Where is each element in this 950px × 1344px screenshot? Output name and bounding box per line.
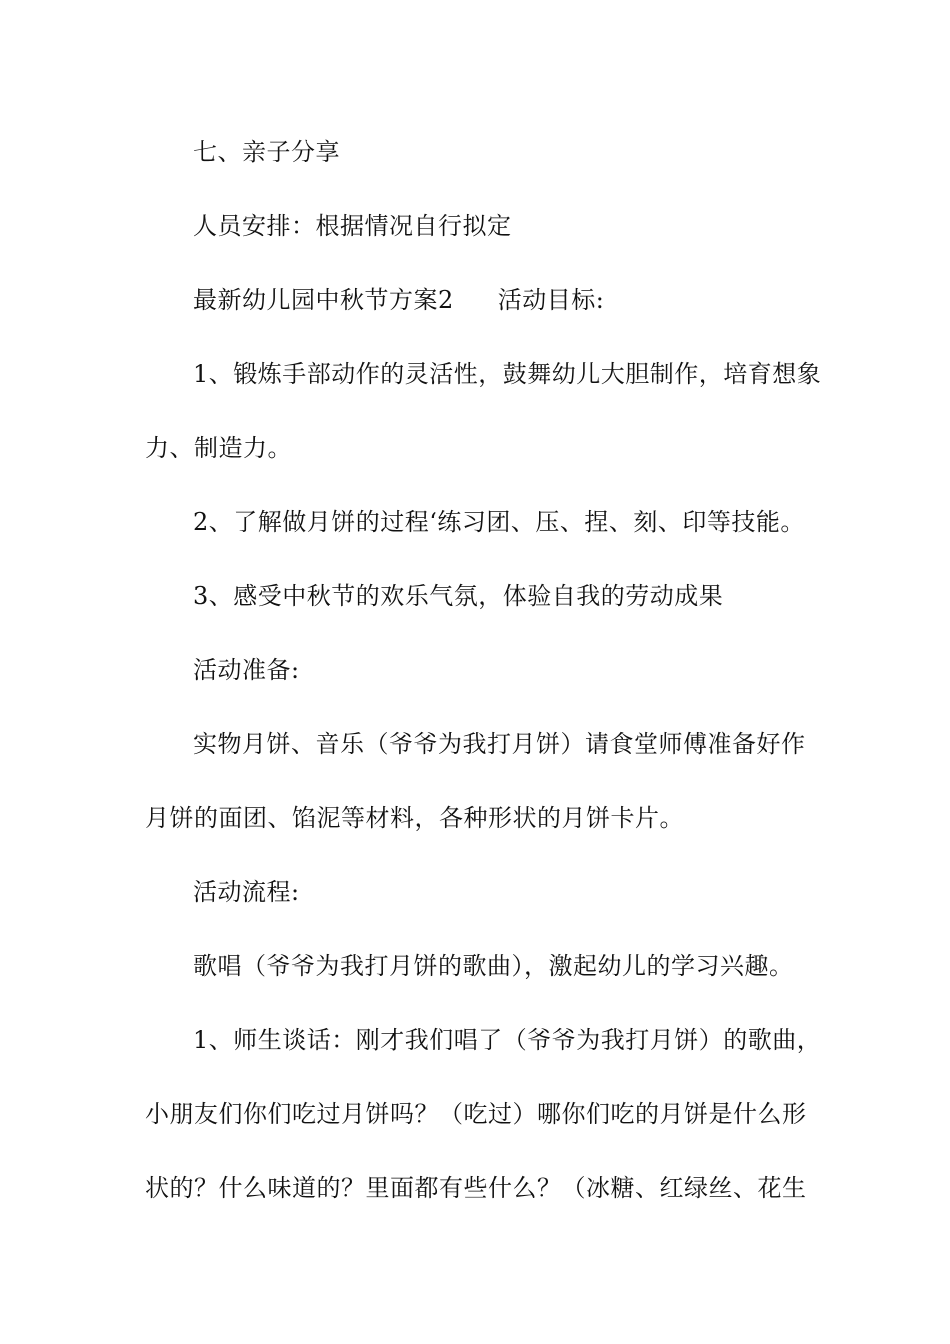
process-talk-line-3: 状的？什么味道的？里面都有些什么？（冰糖、红绿丝、花生 bbox=[145, 1174, 807, 1202]
goal-3: 3、感受中秋节的欢乐气氛，体验自我的劳动成果 bbox=[193, 582, 724, 610]
section-heading-parent-sharing: 七、亲子分享 bbox=[193, 138, 340, 166]
goal-1-line-2: 力、制造力。 bbox=[145, 434, 292, 462]
preparation-line-1: 实物月饼、音乐（爷爷为我打月饼）请食堂师傅准备好作 bbox=[193, 730, 806, 758]
preparation-heading: 活动准备: bbox=[193, 656, 300, 684]
process-talk-line-2: 小朋友们你们吃过月饼吗？（吃过）哪你们吃的月饼是什么形 bbox=[145, 1100, 807, 1128]
process-singing: 歌唱（爷爷为我打月饼的歌曲），激起幼儿的学习兴趣。 bbox=[193, 952, 794, 980]
goals-heading: 活动目标: bbox=[497, 286, 605, 314]
process-talk-line-1: 1、师生谈话：刚才我们唱了（爷爷为我打月饼）的歌曲， bbox=[193, 1026, 822, 1054]
staffing-note: 人员安排：根据情况自行拟定 bbox=[193, 212, 512, 240]
plan-title: 最新幼儿园中秋节方案2 bbox=[193, 286, 454, 314]
plan-title-line bbox=[145, 285, 815, 315]
preparation-line-2: 月饼的面团、馅泥等材料，各种形状的月饼卡片。 bbox=[145, 804, 684, 832]
goal-2: 2、了解做月饼的过程‘练习团、压、捏、刻、印等技能。 bbox=[193, 508, 805, 536]
process-heading: 活动流程: bbox=[193, 878, 300, 906]
goal-1-line-1: 1、锻炼手部动作的灵活性，鼓舞幼儿大胆制作，培育想象 bbox=[193, 360, 822, 388]
